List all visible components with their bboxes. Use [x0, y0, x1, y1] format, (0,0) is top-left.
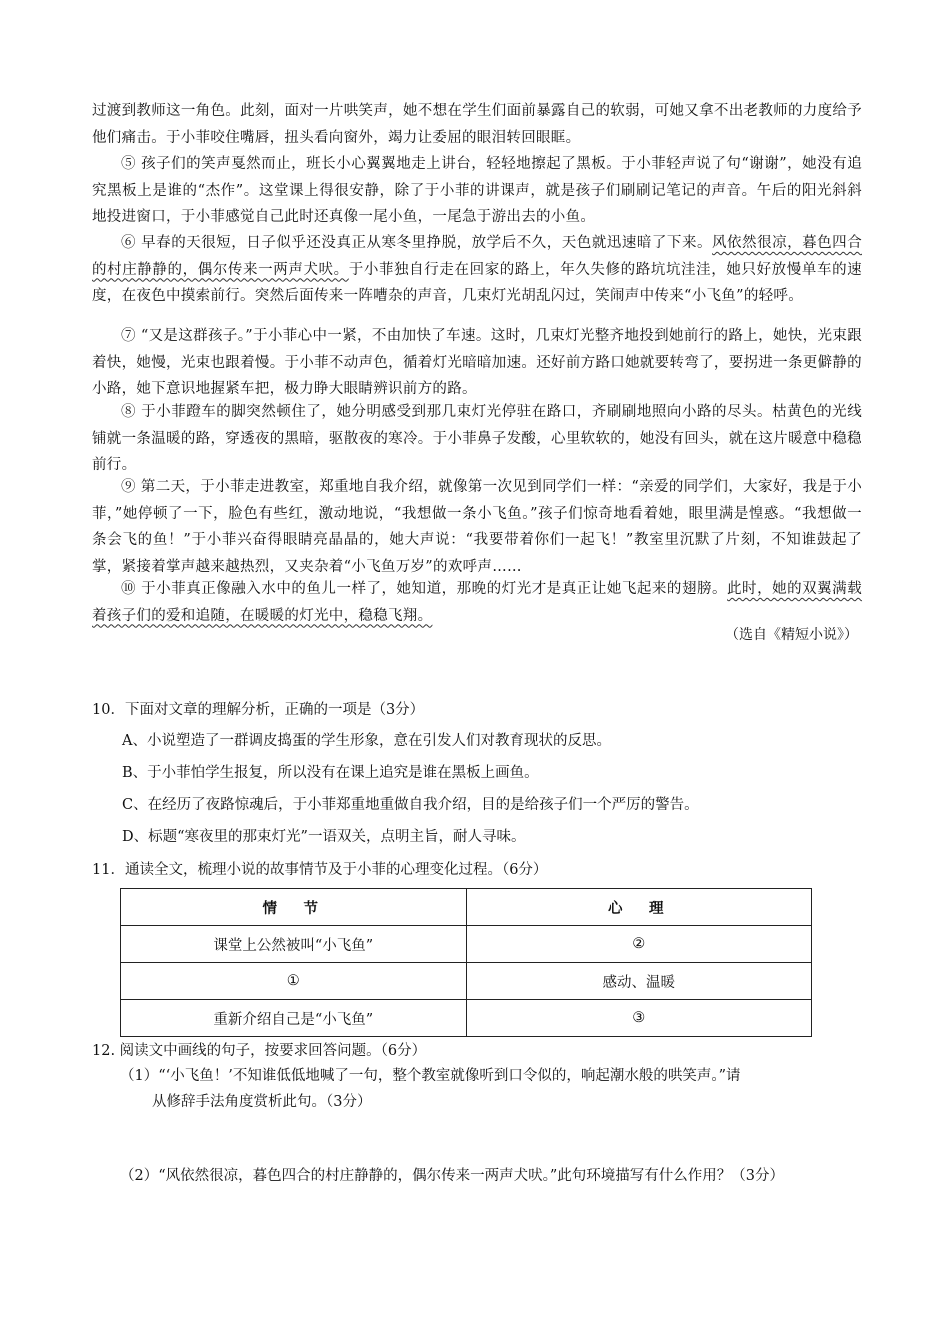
answer-blank-2[interactable]: ② [466, 926, 812, 963]
paragraph-6-text-end: 于小菲独自行走在回家的路上，年久失修的路坑坑洼洼，她只好放慢单车的速度，在夜色中摸索前行。突然后面传来一阵嘈杂的声音，几束灯光胡乱闪过，笑闹声中传来“小飞鱼”的轻呼。 [92, 261, 862, 304]
sub-1-line-1: （1）“‘小飞鱼！’不知谁低低地喊了一句，整个教室就像听到口令似的，响起潮水般的哄笑声。”请 [120, 1068, 741, 1084]
passage-paragraph-8: ⑧ 于小菲蹬车的脚突然顿住了，她分明感受到那几束灯光停驻在路口，齐刷刷地照向小路的尽头。枯黄色的光线铺就一条温暖的路，穿透夜的黑暗，驱散夜的寒冷。于小菲鼻子发酸，心里软软的，她没有回头，就在这片暖意中稳稳前行。 [92, 404, 862, 473]
question-12-sub-1 [120, 1063, 865, 1115]
underlined-sentence-environment: 风依然很凉，暮色四合的村庄静静的，偶尔传来一两声犬吠。 [92, 235, 862, 278]
table-row [121, 1000, 812, 1037]
header-plot: 情 节 [121, 889, 467, 926]
underlined-sentence-wings: 此时，她的双翼满载着孩子们的爱和追随，在暖暖的灯光中，稳稳飞翔。 [92, 581, 863, 624]
passage-paragraph-6 [92, 230, 862, 310]
paragraph-10-text-start: ⑩ 于小菲真正像融入水中的鱼儿一样了，她知道，那晚的灯光才是真正让她飞起来的翅膀。 [121, 581, 728, 597]
sub-1-line-2: 从修辞手法角度赏析此句。（3分） [152, 1094, 372, 1110]
plot-psychology-table [120, 888, 812, 1037]
table-cell: 课堂上公然被叫“小飞鱼” [121, 926, 467, 963]
answer-blank-3[interactable]: ③ [466, 1000, 812, 1037]
answer-blank-1[interactable]: ① [121, 963, 467, 1000]
table-header-row [121, 889, 812, 926]
paragraph-6-text-start: ⑥ 早春的天很短，日子似乎还没真正从寒冬里挣脱，放学后不久，天色就迅速暗了下来。 [121, 235, 712, 251]
header-psychology: 心 理 [466, 889, 812, 926]
question-11-stem: 11．通读全文，梳理小说的故事情节及于小菲的心理变化过程。（6分） [92, 862, 548, 878]
table-row [121, 963, 812, 1000]
table-cell: 感动、温暖 [466, 963, 812, 1000]
passage-paragraph-10 [92, 576, 862, 629]
question-12-sub-2: （2）“风依然很凉，暮色四合的村庄静静的，偶尔传来一两声犬吠。”此句环境描写有什么作用？（3分） [120, 1168, 785, 1184]
question-10-option-b: B、于小菲怕学生报复，所以没有在课上追究是谁在黑板上画鱼。 [122, 765, 539, 781]
table-cell: 重新介绍自己是“小飞鱼” [121, 1000, 467, 1037]
passage-paragraph-4-continued: 过渡到教师这一角色。此刻，面对一片哄笑声，她不想在学生们面前暴露自己的软弱，可她又拿不出老教师的力度给予他们痛击。于小菲咬住嘴唇，扭头看向窗外，竭力让委屈的眼泪转回眼眶。 [92, 103, 862, 146]
passage-paragraph-9: ⑨ 第二天，于小菲走进教室，郑重地自我介绍，就像第一次见到同学们一样：“亲爱的同学们，大家好，我是于小菲，”她停顿了一下，脸色有些红，激动地说，“我想做一条小飞鱼。”孩子们惊奇地看着她，眼里满是惶惑。“我想做一条会飞的鱼！”于小菲兴奋得眼睛亮晶晶的，她大声说：“我要带着你们一起飞！”教室里沉默了片刻，不知谁鼓起了掌，紧接着掌声越来越热烈，又夹杂着“小飞鱼万岁”的欢呼声…… [92, 479, 862, 575]
passage-paragraph-7: ⑦ “又是这群孩子。”于小菲心中一紧，不由加快了车速。这时，几束灯光整齐地投到她前行的路上，她快，光束跟着快，她慢，光束也跟着慢。于小菲不动声色，循着灯光暗暗加速。还好前方路口她就要转弯了，要拐进一条更僻静的小路，她下意识地握紧车把，极力睁大眼睛辨识前方的路。 [92, 328, 862, 397]
question-10-option-a: A、小说塑造了一群调皮捣蛋的学生形象，意在引发人们对教育现状的反思。 [122, 733, 611, 749]
question-10-option-c: C、在经历了夜路惊魂后，于小菲郑重地重做自我介绍，目的是给孩子们一个严厉的警告。 [122, 797, 699, 813]
question-10-option-d: D、标题“寒夜里的那束灯光”一语双关，点明主旨，耐人寻味。 [122, 829, 526, 845]
question-10-stem: 10．下面对文章的理解分析，正确的一项是（3分） [92, 702, 425, 718]
passage-paragraph-5: ⑤ 孩子们的笑声戛然而止，班长小心翼翼地走上讲台，轻轻地擦起了黑板。于小菲轻声说了句“谢谢”，她没有追究黑板上是谁的“杰作”。这堂课上得很安静，除了于小菲的讲课声，就是孩子们刷刷记笔记的声音。午后的阳光斜斜地投进窗口，于小菲感觉自己此时还真像一尾小鱼，一尾急于游出去的小鱼。 [92, 156, 862, 225]
table-row [121, 926, 812, 963]
passage-source: （选自《精短小说》） [725, 627, 858, 643]
question-12-stem: 12. 阅读文中画线的句子，按要求回答问题。（6分） [92, 1043, 427, 1059]
